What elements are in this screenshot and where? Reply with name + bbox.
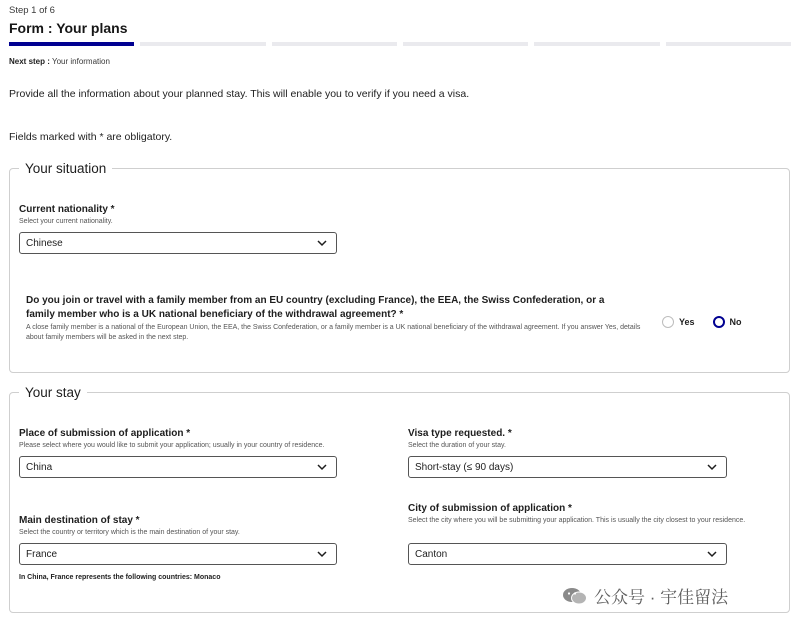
intro-text: Provide all the information about your planned stay. This will enable you to verify if you need a visa. <box>9 88 470 100</box>
situation-legend: Your situation <box>25 161 107 176</box>
next-step-prefix: Next step : <box>9 57 50 66</box>
visa-type-hint: Select the duration of your stay. <box>408 442 506 449</box>
destination-note: In China, France represents the following countries: Monaco <box>19 574 221 581</box>
city-submission-value: Canton <box>415 549 448 560</box>
family-hint: A close family member is a national of the European Union, the EEA, the Swiss Confederation, or a family member is a UK national beneficiary of the withdrawal agreement. If you answer Yes, details about family members will be asked in the next step. <box>26 324 641 341</box>
place-submission-field <box>19 427 324 451</box>
chevron-down-icon <box>706 461 718 473</box>
next-step-value: Your information <box>51 57 110 66</box>
city-submission-hint: Select the city where you will be submitting your application. This is usually the city closest to your residence. <box>408 517 746 524</box>
next-step-info <box>9 57 110 66</box>
wechat-logo-icon <box>562 586 588 606</box>
progress-segment-5 <box>534 42 659 46</box>
progress-segment-4 <box>403 42 528 46</box>
main-destination-label: Main destination of stay * <box>19 515 140 526</box>
progress-segment-3 <box>272 42 397 46</box>
step-indicator: Step 1 of 6 <box>9 5 55 16</box>
family-question: Do you join or travel with a family member from an EU country (excluding France), the EEA, the Swiss Confederation, or a family member who is a UK national beneficiary of the withdrawal agreement? * <box>26 295 605 320</box>
visa-type-select[interactable] <box>408 456 727 478</box>
city-submission-field <box>408 502 768 526</box>
nationality-label: Current nationality * <box>19 204 115 215</box>
family-no-label: No <box>729 317 742 327</box>
chevron-down-icon <box>316 548 328 560</box>
nationality-field <box>19 203 115 227</box>
progress-bar <box>9 42 791 46</box>
place-submission-value: China <box>26 462 53 473</box>
nationality-hint: Select your current nationality. <box>19 218 113 225</box>
progress-segment-1 <box>9 42 134 46</box>
chevron-down-icon <box>316 237 328 249</box>
place-submission-hint: Please select where you would like to submit your application; usually in your country of residence. <box>19 442 325 449</box>
nationality-value: Chinese <box>26 238 63 249</box>
place-submission-label: Place of submission of application * <box>19 428 191 439</box>
city-submission-label: City of submission of application * <box>408 503 572 514</box>
family-yes-radio[interactable] <box>662 316 695 328</box>
place-submission-select[interactable] <box>19 456 337 478</box>
watermark-text: 公众号 · 宇佳留法 <box>594 588 729 607</box>
main-destination-hint: Select the country or territory which is the main destination of your stay. <box>19 529 240 536</box>
city-submission-select[interactable] <box>408 543 727 565</box>
radio-circle-icon <box>662 316 674 328</box>
main-destination-select[interactable] <box>19 543 337 565</box>
family-no-radio[interactable] <box>713 316 742 328</box>
obligatory-note: Fields marked with * are obligatory. <box>9 131 173 143</box>
visa-type-field <box>408 427 512 451</box>
nationality-select[interactable] <box>19 232 337 254</box>
visa-type-label: Visa type requested. * <box>408 428 512 439</box>
chevron-down-icon <box>706 548 718 560</box>
chevron-down-icon <box>316 461 328 473</box>
radio-checked-icon <box>713 316 725 328</box>
family-radio-group <box>662 316 754 328</box>
visa-type-value: Short-stay (≤ 90 days) <box>415 462 514 473</box>
main-destination-field <box>19 514 240 538</box>
main-destination-value: France <box>26 549 58 560</box>
progress-segment-2 <box>140 42 265 46</box>
progress-segment-6 <box>666 42 791 46</box>
watermark <box>562 583 728 608</box>
family-yes-label: Yes <box>679 317 695 327</box>
stay-legend: Your stay <box>25 385 81 400</box>
page-title: Form : Your plans <box>9 20 128 36</box>
